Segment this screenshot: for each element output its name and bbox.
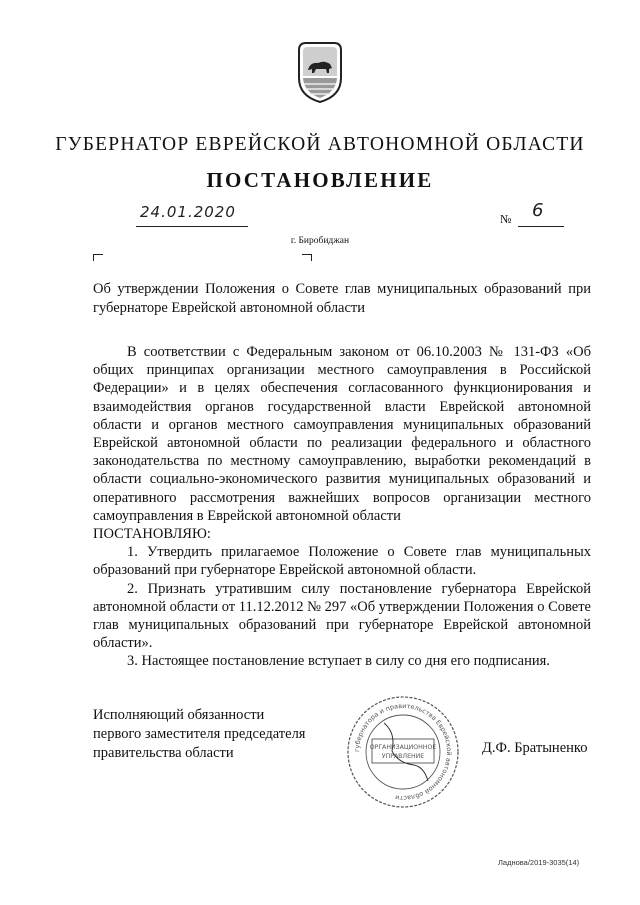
preamble-paragraph: В соответствии с Федеральным законом от 06.10.2003 № 131-ФЗ «Об общих принципах организации местного самоуправления в Российской Федерации» и в целях обеспечения согласованного функционирования и взаимодействия органов государственной власти Еврейской автономной области и органов местного самоуправления муниципальных образований Еврейской автономной области по реализации федерального и областного законодательства по местному самоуправлению, выработки рекомендаций в области социально-экономического развития муниципальных образований и оперативного рассмотрения важнейших вопросов организации местного самоуправления в Еврейской автономной области [93, 344, 591, 524]
signer-position-line: первого заместителя председателя [93, 726, 306, 742]
signer-position-line: правительства области [93, 745, 234, 761]
official-stamp [344, 693, 462, 811]
document-number: 6 [532, 200, 544, 221]
stamp-center-line: ОРГАНИЗАЦИОННОЕ [369, 744, 437, 751]
footer-reference: Ладнова/2019-3035(14) [498, 858, 580, 867]
document-date: 24.01.2020 [140, 203, 236, 221]
stamp-center-line: УПРАВЛЕНИЕ [381, 753, 425, 760]
coat-of-arms-icon [296, 40, 344, 104]
decree-item: 1. Утвердить прилагаемое Положение о Совете глав муниципальных образований при губернаторе Еврейской автономной области. [93, 544, 591, 579]
signer-name: Д.Ф. Братыненко [482, 740, 588, 756]
bracket-left-icon [93, 254, 103, 261]
city: г. Биробиджан [290, 236, 350, 246]
document-type: ПОСТАНОВЛЕНИЕ [206, 168, 434, 192]
issuer-title: ГУБЕРНАТОР ЕВРЕЙСКОЙ АВТОНОМНОЙ ОБЛАСТИ [55, 134, 585, 155]
decree-word: ПОСТАНОВЛЯЮ: [93, 526, 211, 543]
signer-position [93, 706, 305, 763]
decree-item: 2. Признать утратившим силу постановление губернатора Еврейской автономной области от 11.12.2012 № 297 «Об утверждении Положения о Совете глав муниципальных образований при губернаторе Еврейской автономной области». [93, 580, 591, 652]
number-sign: № [500, 212, 512, 226]
stamp-ring-text: губернатора и правительства Еврейской автономной области [352, 701, 454, 803]
document-subject: Об утверждении Положения о Совете глав муниципальных образований при губернаторе Еврейской автономной области [93, 281, 591, 316]
signer-position-line: Исполняющий обязанности [93, 707, 265, 723]
document-body [93, 343, 591, 671]
decree-item: 3. Настоящее постановление вступает в силу со дня его подписания. [127, 653, 550, 670]
bracket-right-icon [302, 254, 312, 261]
